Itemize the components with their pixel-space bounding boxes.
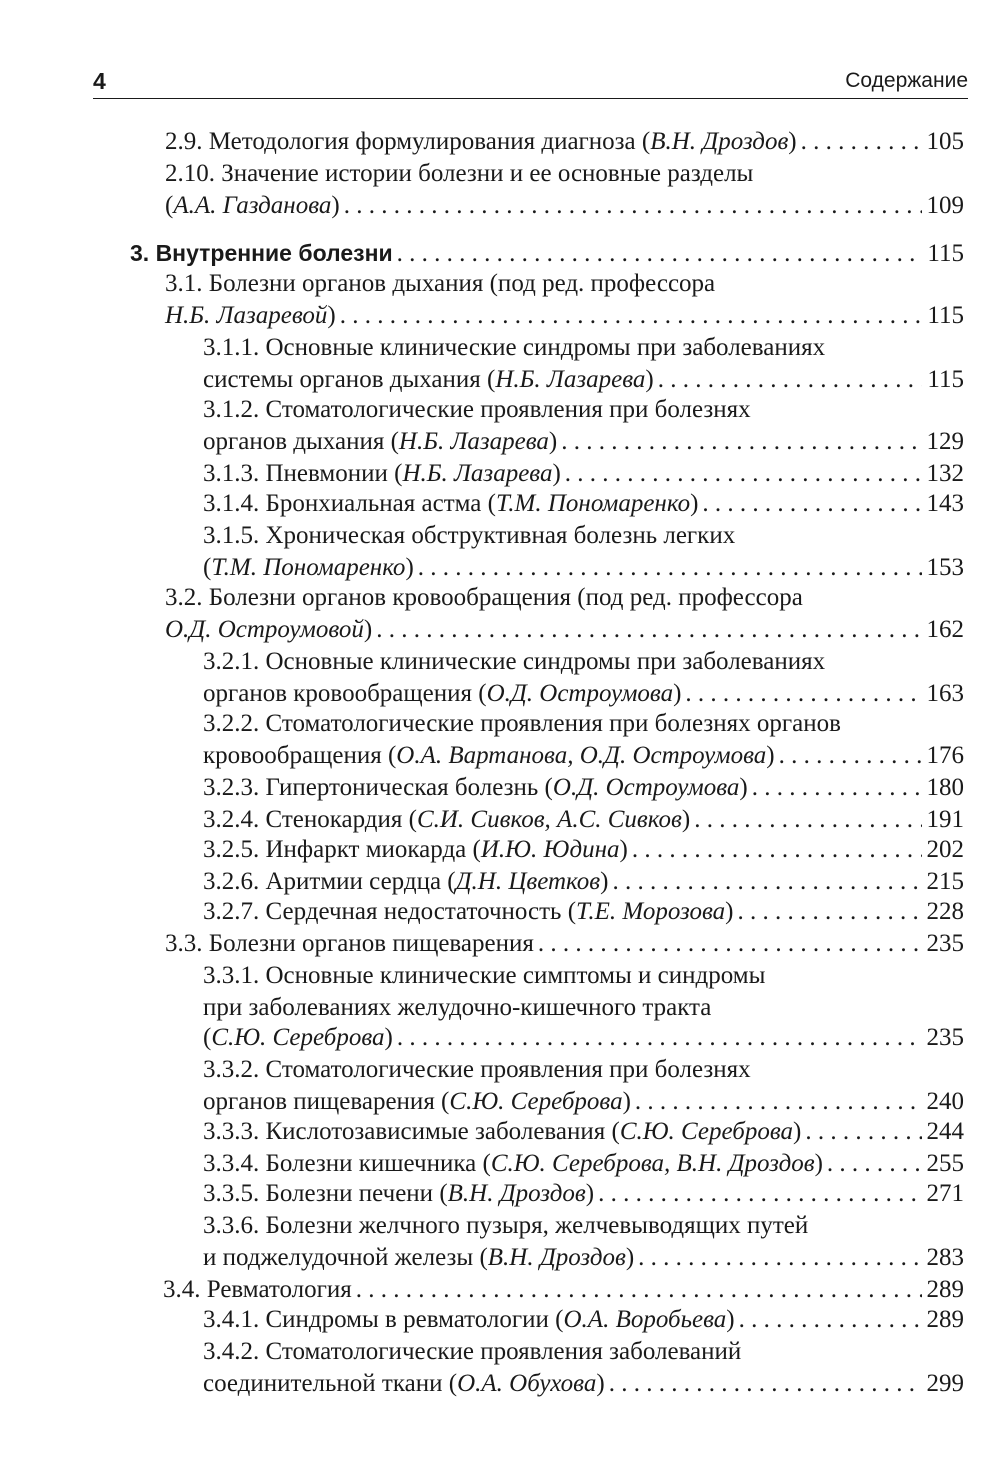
- toc-entry: [203, 1244, 964, 1278]
- toc-entry-author: В.Н. Дроздов: [447, 1180, 586, 1207]
- toc-entry-title: [203, 1150, 823, 1178]
- toc-entry-close: ): [673, 680, 682, 707]
- toc-entry-page: 153: [926, 554, 964, 581]
- toc-entry-title: [203, 1024, 393, 1052]
- toc-entry-text: 3.1. Болезни органов дыхания (под ред. профессора: [165, 270, 716, 297]
- toc-entry-title: [203, 742, 775, 770]
- dot-leader: [658, 366, 922, 394]
- toc-entry-title: [165, 584, 803, 612]
- toc-entry-author: О.А. Вартанова, О.Д. Остроумова: [396, 742, 767, 769]
- toc-entry-page: 191: [926, 806, 964, 833]
- toc-entry-close: ): [600, 868, 609, 895]
- toc-entry-author: Д.Н. Цветков: [455, 868, 601, 895]
- toc-entry-close: ): [622, 1088, 631, 1115]
- toc-entry: [203, 836, 964, 870]
- toc-entry-title: [203, 962, 765, 990]
- toc-entry-author: А.А. Газданова: [173, 192, 332, 219]
- toc-entry-title: [203, 868, 608, 896]
- toc-entry-close: ): [363, 616, 373, 643]
- toc-entry-text: органов дыхания (: [203, 428, 399, 455]
- toc-entry-close: ): [331, 192, 340, 219]
- toc-entry-author: О.Д. Остроумова: [552, 774, 740, 801]
- toc-entry-text: 3.2.4. Стенокардия (: [203, 806, 417, 833]
- toc-entry-text: органов кровообращения (: [203, 680, 487, 707]
- toc-entry: [203, 1024, 964, 1058]
- toc-entry-text: 3.2.1. Основные клинические синдромы при заболеваниях: [203, 648, 826, 675]
- toc-entry-page: 176: [926, 742, 964, 769]
- toc-entry: [203, 1150, 964, 1184]
- toc-entry-text: соединительной ткани (: [203, 1370, 458, 1397]
- dot-leader: [694, 806, 922, 834]
- toc-entry-title: [203, 1118, 801, 1146]
- toc-entry-close: ): [552, 460, 561, 487]
- toc-entry-close: ): [793, 1118, 802, 1145]
- toc-entry: [203, 648, 964, 682]
- toc-entry-author: С.Ю. Сереброва: [211, 1024, 385, 1051]
- dot-leader: [685, 680, 922, 708]
- toc-entry-author: Н.Б. Лазарева: [495, 366, 646, 393]
- toc-entry: [203, 1088, 964, 1122]
- toc-entry: [203, 680, 964, 714]
- toc-entry-text: 3.3.2. Стоматологические проявления при болезнях: [203, 1056, 751, 1083]
- toc-entry-title: [203, 680, 681, 708]
- page-header: [93, 62, 968, 99]
- toc-entry-close: ): [384, 1024, 393, 1051]
- toc-entry-text: (: [203, 554, 212, 581]
- toc-entry-title: [203, 1338, 741, 1366]
- toc-entry-page: 162: [926, 616, 964, 643]
- toc-entry-text: 3.4.1. Синдромы в ревматологии (: [203, 1306, 564, 1333]
- toc-entry-author: О.А. Обухова: [457, 1370, 597, 1397]
- toc-entry-title: [130, 240, 393, 267]
- running-title: Содержание: [845, 69, 968, 92]
- toc-entry-page: 283: [926, 1244, 964, 1271]
- dot-leader: [805, 1118, 922, 1146]
- dot-leader: [609, 1370, 922, 1398]
- toc-entry: [203, 1056, 964, 1090]
- toc-entry-page: 235: [926, 1024, 964, 1051]
- toc-entry-text: 3. Внутренние болезни: [130, 240, 393, 266]
- toc-entry-title: [165, 160, 753, 188]
- toc-entry-text: 3.1.2. Стоматологические проявления при болезнях: [203, 396, 751, 423]
- dot-leader: [344, 192, 922, 220]
- toc-entry: [203, 806, 964, 840]
- dot-leader: [561, 428, 922, 456]
- toc-entry: [203, 742, 964, 776]
- toc-entry-author: Н.Б. Лазарева: [402, 460, 553, 487]
- toc-entry-author: О.А. Воробьева: [563, 1306, 727, 1333]
- dot-leader: [827, 1150, 922, 1178]
- toc-entry-title: [203, 396, 751, 424]
- dot-leader: [638, 1244, 922, 1272]
- toc-entry-author: С.Ю. Сереброва, В.Н. Дроздов: [490, 1150, 815, 1177]
- toc-entry-page: 289: [926, 1306, 964, 1333]
- toc-entry-close: ): [788, 128, 797, 155]
- toc-entry-close: ): [645, 366, 654, 393]
- dot-leader: [397, 1024, 922, 1052]
- toc-entry-page: 228: [926, 898, 964, 925]
- toc-entry: [130, 240, 964, 274]
- toc-entry-title: [203, 428, 557, 456]
- dot-leader: [739, 1306, 922, 1334]
- toc-entry-page: 105: [926, 128, 964, 155]
- toc-entry: [203, 1338, 964, 1372]
- toc-entry-author: О.Д. Остроумова: [486, 680, 674, 707]
- dot-leader: [397, 240, 922, 268]
- toc-entry: [203, 1212, 964, 1246]
- toc-entry: [203, 396, 964, 430]
- toc-entry-close: ): [681, 806, 691, 833]
- dot-leader: [565, 460, 922, 488]
- toc-entry-title: [203, 774, 748, 802]
- toc-entry: [203, 428, 964, 462]
- toc-entry-text: органов пищеварения (: [203, 1088, 450, 1115]
- toc-entry-title: [203, 710, 841, 738]
- toc-entry-title: [203, 648, 825, 676]
- toc-entry-page: 129: [926, 428, 964, 455]
- toc-entry-text: 3.3.3. Кислотозависимые заболевания (: [203, 1118, 620, 1145]
- toc-entry: [203, 962, 964, 996]
- toc-entry: [203, 774, 964, 808]
- toc-entry-close: ): [619, 836, 628, 863]
- toc-entry-title: [165, 930, 534, 958]
- toc-entry: [203, 522, 964, 556]
- toc-entry-title: [165, 616, 372, 644]
- toc-entry: [203, 1180, 964, 1214]
- toc-entry-text: (: [165, 192, 174, 219]
- toc-entry-author: Н.Б. Лазарева: [398, 428, 549, 455]
- toc-entry: [203, 898, 964, 932]
- toc-entry-title: [165, 128, 797, 156]
- toc-entry-page: 143: [926, 490, 964, 517]
- toc-entry-text: 3.3.5. Болезни печени (: [203, 1180, 448, 1207]
- toc-entry-author: С.Ю. Сереброва: [449, 1088, 623, 1115]
- toc-entry-text: и поджелудочной железы (: [203, 1244, 488, 1271]
- toc-entry-title: [203, 366, 654, 394]
- toc-entry: [163, 1276, 964, 1310]
- dot-leader: [635, 1088, 922, 1116]
- dot-leader: [752, 774, 922, 802]
- toc-entry-page: 115: [927, 240, 964, 267]
- toc-entry-title: [203, 1370, 605, 1398]
- toc-entry-text: 3.2.6. Аритмии сердца (: [203, 868, 456, 895]
- toc-entry-close: ): [405, 554, 414, 581]
- toc-entry-text: 3.2.3. Гипертоническая болезнь (: [203, 774, 553, 801]
- toc-entry-title: [165, 192, 340, 220]
- dot-leader: [801, 128, 922, 156]
- toc-entry-text: 3.2. Болезни органов кровообращения (под ред. профессора: [165, 584, 803, 611]
- toc-entry: [165, 128, 964, 162]
- toc-entry-text: 3.4. Ревматология: [163, 1276, 352, 1303]
- toc-entry-text: 3.3. Болезни органов пищеварения: [165, 930, 534, 957]
- toc-entry-author: Т.Е. Морозова: [576, 898, 726, 925]
- toc-entry-page: 299: [926, 1370, 964, 1397]
- toc-entry-title: [203, 898, 733, 926]
- dot-leader: [418, 554, 922, 582]
- dot-leader: [356, 1276, 922, 1304]
- toc-entry-text: 3.4.2. Стоматологические проявления заболеваний: [203, 1338, 742, 1365]
- toc-entry: [165, 616, 964, 650]
- toc-entry: [165, 302, 964, 336]
- toc-entry-page: 289: [926, 1276, 964, 1303]
- toc-entry-title: [203, 836, 628, 864]
- toc-entry-title: [203, 994, 711, 1022]
- toc-entry-text: 3.3.4. Болезни кишечника (: [203, 1150, 491, 1177]
- toc-entry: [165, 192, 964, 226]
- toc-entry-author: Т.М. Пономаренко: [495, 490, 691, 517]
- dot-leader: [340, 302, 922, 330]
- toc-entry-text: системы органов дыхания (: [203, 366, 496, 393]
- toc-entry-text: 3.1.4. Бронхиальная астма (: [203, 490, 496, 517]
- toc-entry-page: 115: [927, 302, 964, 329]
- toc-entry-page: 163: [926, 680, 964, 707]
- toc-entry: [203, 1118, 964, 1152]
- toc-entry-close: ): [596, 1370, 605, 1397]
- toc-entry-page: 132: [926, 460, 964, 487]
- toc-entry-text: 3.1.3. Пневмонии (: [203, 460, 403, 487]
- page-number: 4: [93, 68, 106, 94]
- toc-entry-title: [203, 1212, 808, 1240]
- toc-entry: [203, 994, 964, 1028]
- toc-entry-title: [203, 1244, 634, 1272]
- toc-entry-text: 3.3.1. Основные клинические симптомы и синдромы: [203, 962, 766, 989]
- toc-entry: [165, 160, 964, 194]
- toc-entry: [203, 868, 964, 902]
- toc-entry-title: [165, 302, 336, 330]
- toc-entry-title: [203, 1306, 735, 1334]
- toc-entry-text: 3.2.2. Стоматологические проявления при болезнях органов: [203, 710, 841, 737]
- toc-entry: [203, 334, 964, 368]
- toc-entry-page: 202: [926, 836, 964, 863]
- toc-entry-title: [165, 270, 715, 298]
- toc-entry-author: О.Д. Остроумовой: [165, 616, 364, 643]
- dot-leader: [612, 868, 922, 896]
- toc-entry-title: [203, 554, 414, 582]
- toc-entry-page: 255: [926, 1150, 964, 1177]
- toc-entry-author: И.Ю. Юдина: [480, 836, 620, 863]
- toc-entry-page: 271: [926, 1180, 964, 1207]
- toc-entry-close: ): [327, 302, 336, 329]
- toc-entry-close: ): [625, 1244, 635, 1271]
- toc-entry-close: ): [548, 428, 558, 455]
- toc-entry-title: [203, 806, 690, 834]
- toc-entry-title: [203, 1180, 594, 1208]
- toc-entry-title: [203, 460, 561, 488]
- toc-entry-title: [203, 490, 698, 518]
- toc-entry-close: ): [585, 1180, 595, 1207]
- toc-entry-text: 3.3.6. Болезни желчного пузыря, желчевыводящих путей: [203, 1212, 809, 1239]
- toc-entry: [203, 366, 964, 400]
- toc-entry-close: ): [690, 490, 699, 517]
- toc-entry: [203, 490, 964, 524]
- toc-entry-page: 240: [926, 1088, 964, 1115]
- toc-entry: [203, 1306, 964, 1340]
- toc-entry-author: С.Ю. Сереброва: [619, 1118, 794, 1145]
- toc-entry-page: 244: [926, 1118, 964, 1145]
- toc-entry-title: [163, 1276, 352, 1304]
- toc-entry-text: 3.2.7. Сердечная недостаточность (: [203, 898, 577, 925]
- toc-entry-page: 235: [926, 930, 964, 957]
- toc-entry-text: (: [203, 1024, 212, 1051]
- toc-entry-text: 3.1.1. Основные клинические синдромы при заболеваниях: [203, 334, 826, 361]
- toc-entry-page: 180: [926, 774, 964, 801]
- toc-entry-author: В.Н. Дроздов: [487, 1244, 626, 1271]
- toc-entry-author: В.Н. Дроздов: [650, 128, 789, 155]
- toc-entry-title: [203, 1088, 631, 1116]
- toc-entry: [203, 710, 964, 744]
- toc-entry-text: кровообращения (: [203, 742, 397, 769]
- toc-entry-page: 215: [926, 868, 964, 895]
- dot-leader: [538, 930, 922, 958]
- toc-entry-text: 2.9. Методология формулирования диагноза (: [165, 128, 651, 155]
- toc-entry-author: Т.М. Пономаренко: [211, 554, 406, 581]
- toc-entry-close: ): [739, 774, 748, 801]
- toc-entry: [203, 1370, 964, 1404]
- toc-entry-title: [203, 1056, 751, 1084]
- toc-entry-title: [203, 522, 735, 550]
- dot-leader: [779, 742, 922, 770]
- dot-leader: [702, 490, 922, 518]
- toc-entry-page: 115: [927, 366, 964, 393]
- toc-entry-author: Н.Б. Лазаревой: [165, 302, 328, 329]
- toc-entry: [165, 584, 964, 618]
- toc-entry-close: ): [725, 898, 734, 925]
- toc-entry: [165, 930, 964, 964]
- dot-leader: [376, 616, 922, 644]
- toc-entry: [203, 460, 964, 494]
- toc-entry-close: ): [766, 742, 775, 769]
- toc-entry-close: ): [814, 1150, 823, 1177]
- toc-entry-page: 109: [926, 192, 964, 219]
- toc-entry-text: 2.10. Значение истории болезни и ее основные разделы: [165, 160, 754, 187]
- toc-entry: [165, 270, 964, 304]
- toc-entry-close: ): [726, 1306, 735, 1333]
- toc-entry-text: при заболеваниях желудочно-кишечного тракта: [203, 994, 712, 1021]
- toc-entry-text: 3.1.5. Хроническая обструктивная болезнь легких: [203, 522, 736, 549]
- dot-leader: [632, 836, 922, 864]
- toc-entry-text: 3.2.5. Инфаркт миокарда (: [203, 836, 481, 863]
- dot-leader: [598, 1180, 922, 1208]
- toc-entry-author: С.И. Сивков, А.С. Сивков: [416, 806, 682, 833]
- toc-entry-title: [203, 334, 825, 362]
- toc-entry: [203, 554, 964, 588]
- dot-leader: [737, 898, 922, 926]
